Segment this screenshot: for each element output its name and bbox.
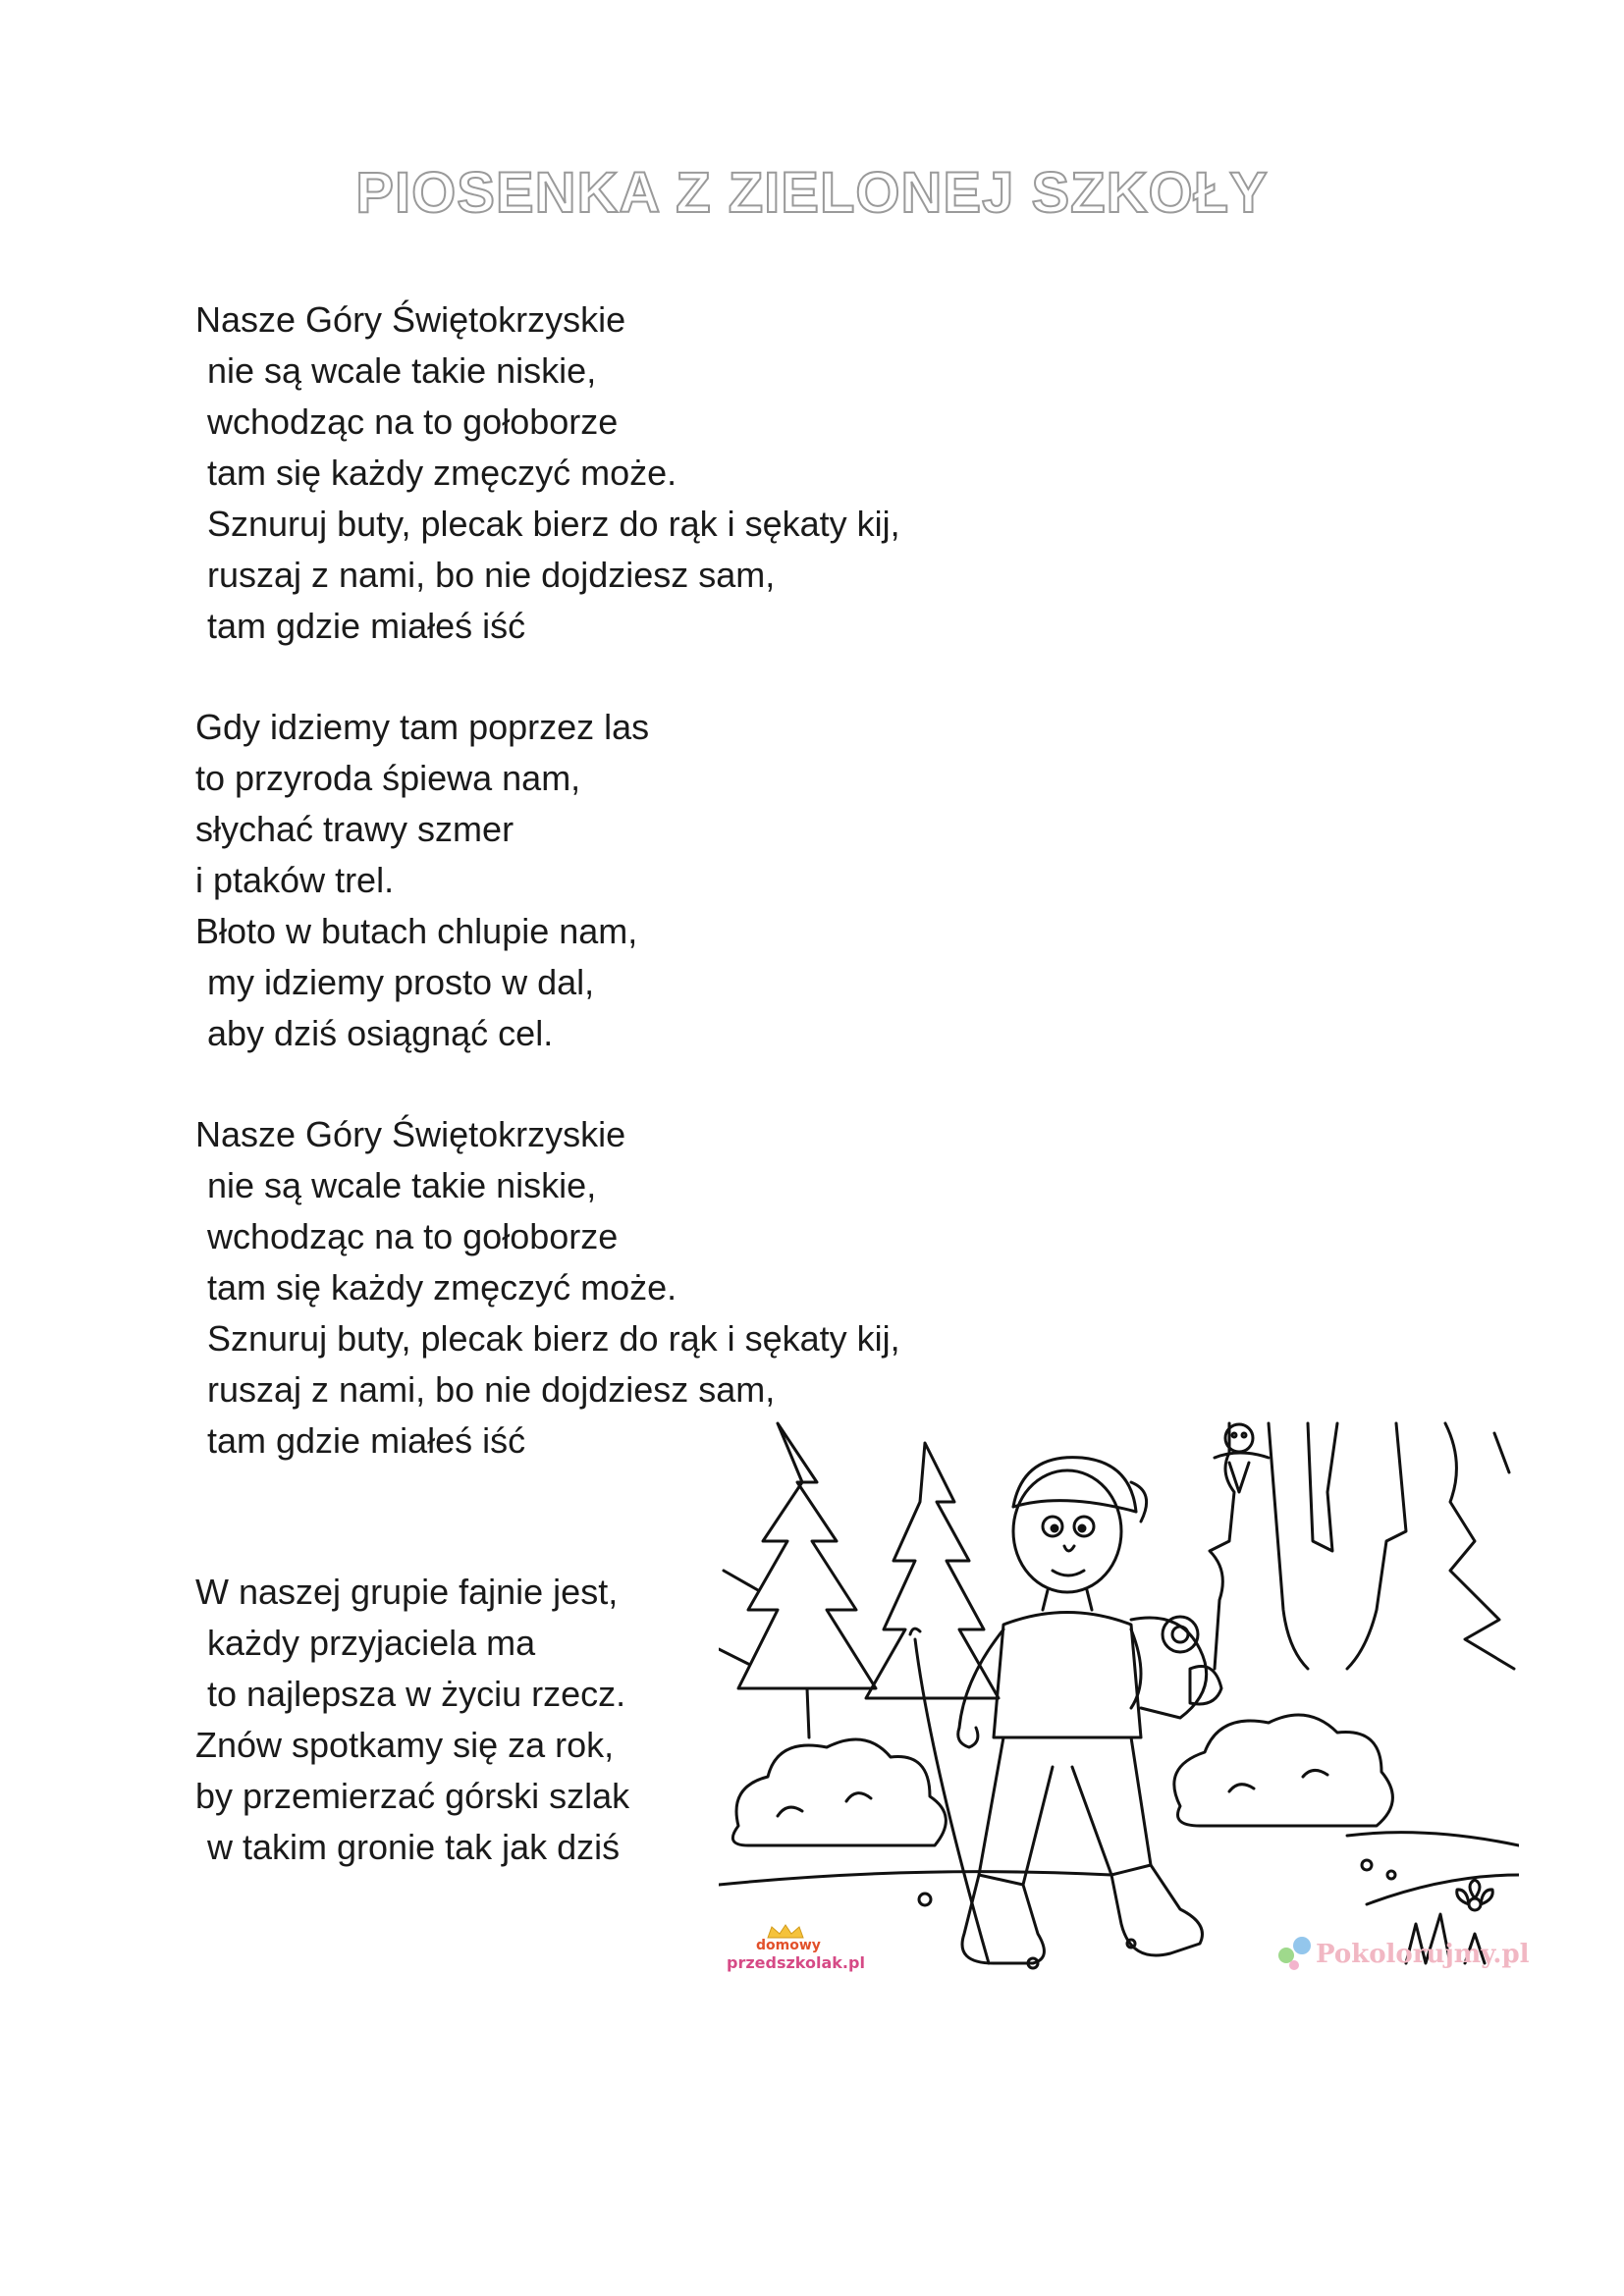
- lyric-line: nie są wcale takie niskie,: [207, 350, 597, 391]
- stanza-4: [195, 1567, 629, 1873]
- lyric-line: Nasze Góry Świętokrzyskie: [195, 299, 626, 340]
- lyric-line: my idziemy prosto w dal,: [207, 962, 595, 1002]
- lyric-line: aby dziś osiągnąć cel.: [207, 1013, 554, 1053]
- pokolorujmy-logo: [1272, 1924, 1530, 1973]
- lyric-line: tam gdzie miałeś iść: [207, 606, 526, 646]
- stanza-2: [195, 702, 649, 1059]
- lyric-line: tam się każdy zmęczyć może.: [207, 453, 677, 493]
- lyric-line: wchodząc na to gołoborze: [207, 401, 619, 442]
- lyric-line: wchodząc na to gołoborze: [207, 1216, 619, 1256]
- lyric-line: Sznuruj buty, plecak bierz do rąk i sękaty kij,: [207, 1318, 900, 1359]
- lyric-line: słychać trawy szmer: [195, 809, 514, 849]
- lyric-line: Sznuruj buty, plecak bierz do rąk i sękaty kij,: [207, 504, 900, 544]
- lyric-line: Błoto w butach chlupie nam,: [195, 911, 638, 951]
- hand-prints-icon: [1272, 1924, 1322, 1973]
- logo-left-line2: przedszkolak.pl: [727, 1953, 865, 1972]
- lyric-line: ruszaj z nami, bo nie dojdziesz sam,: [207, 555, 776, 595]
- lyric-line: nie są wcale takie niskie,: [207, 1165, 597, 1205]
- lyric-line: i ptaków trel.: [195, 860, 395, 900]
- lyric-line: w takim gronie tak jak dziś: [207, 1827, 621, 1867]
- stanza-1: [195, 294, 900, 652]
- lyric-line: to najlepsza w życiu rzecz.: [207, 1674, 626, 1714]
- lyric-line: Nasze Góry Świętokrzyskie: [195, 1114, 626, 1154]
- hiker-in-forest-coloring-icon: [719, 1414, 1519, 1993]
- lyric-line: każdy przyjaciela ma: [207, 1623, 536, 1663]
- lyric-line: ruszaj z nami, bo nie dojdziesz sam,: [207, 1369, 776, 1410]
- lyric-line: tam się każdy zmęczyć może.: [207, 1267, 677, 1308]
- domowy-przedszkolak-logo: [727, 1924, 864, 1983]
- lyric-line: Znów spotkamy się za rok,: [195, 1725, 615, 1765]
- lyric-line: W naszej grupie fajnie jest,: [195, 1572, 619, 1612]
- lyric-line: by przemierzać górski szlak: [195, 1776, 630, 1816]
- lyric-line: Gdy idziemy tam poprzez las: [195, 707, 650, 747]
- lyric-line: to przyroda śpiewa nam,: [195, 758, 581, 798]
- logo-right-text: Pokolorujmy.pl: [1316, 1940, 1530, 1969]
- lyric-line: tam gdzie miałeś iść: [207, 1420, 526, 1461]
- page-title: PIOSENKA Z ZIELONEJ SZKOŁY: [355, 161, 1269, 225]
- logo-left-line1: domowy: [756, 1938, 821, 1953]
